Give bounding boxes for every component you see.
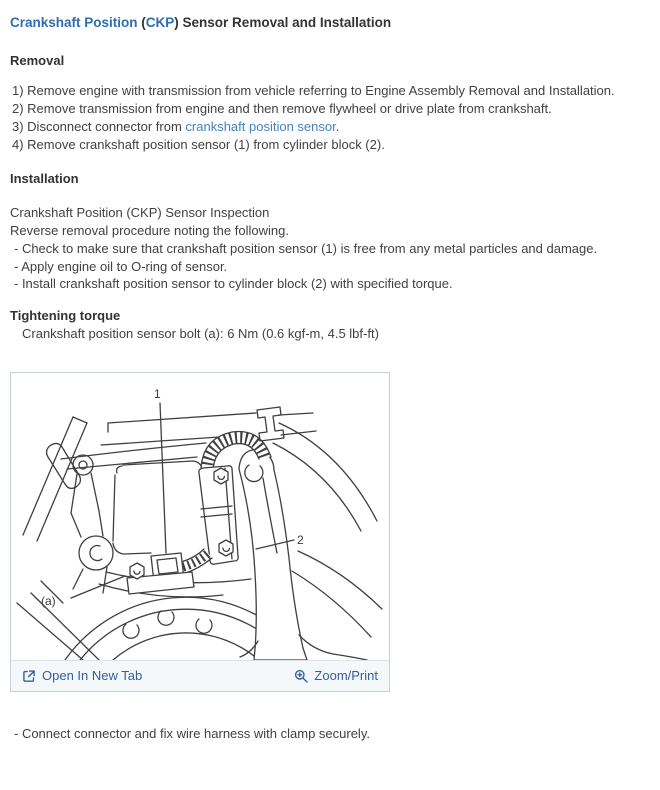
open-in-new-tab-link[interactable]	[22, 667, 142, 685]
installation-subtitle: Crankshaft Position (CKP) Sensor Inspection	[10, 205, 270, 220]
title-link-crankshaft-position[interactable]: Crankshaft Position	[10, 15, 138, 30]
sensor-body	[199, 465, 238, 563]
figure-image	[11, 373, 389, 660]
zoom-print-link[interactable]	[294, 667, 378, 685]
installation-bullets	[10, 240, 650, 293]
installation-bullet-1: - Check to make sure that crankshaft position sensor (1) is free from any metal particles and damage.	[14, 241, 598, 256]
open-in-new-tab-label: Open In New Tab	[42, 667, 143, 683]
figure-toolbar	[11, 660, 389, 691]
diagram-label-1: 1	[154, 386, 161, 401]
removal-steps	[10, 82, 650, 154]
page-title	[10, 14, 650, 32]
sensor-connector	[127, 549, 212, 594]
sensor-figure	[10, 372, 390, 692]
closing-bullet: - Connect connector and fix wire harness with clamp securely.	[14, 725, 370, 741]
installation-heading: Installation	[10, 171, 79, 186]
open-in-new-tab-icon	[22, 669, 36, 683]
crankshaft-position-sensor-link[interactable]: crankshaft position sensor	[185, 119, 336, 134]
removal-step-3	[12, 118, 650, 136]
removal-step-2: 2) Remove transmission from engine and then remove flywheel or drive plate from crankshaft.	[12, 101, 552, 116]
title-link-ckp[interactable]: CKP	[145, 15, 175, 30]
tightening-torque-heading: Tightening torque	[10, 307, 121, 323]
bracket-arm	[239, 449, 367, 659]
installation-intro: Reverse removal procedure noting the following.	[10, 223, 289, 238]
leader-line-1	[160, 403, 166, 553]
zoom-icon	[294, 669, 308, 683]
removal-step-1: 1) Remove engine with transmission from vehicle referring to Engine Assembly Removal and Installation.	[12, 83, 615, 98]
installation-bullet-3: - Install crankshaft position sensor to cylinder block (2) with specified torque.	[14, 276, 453, 291]
zoom-print-label: Zoom/Print	[314, 667, 378, 683]
removal-step-4: 4) Remove crankshaft position sensor (1) from cylinder block (2).	[12, 137, 385, 152]
ckp-sensor-diagram	[11, 373, 389, 660]
removal-step-3-text: 3) Disconnect connector from	[12, 119, 186, 134]
title-text-rest: ) Sensor Removal and Installation	[174, 15, 392, 30]
diagram-label-a: (a)	[41, 593, 56, 608]
torque-spec: Crankshaft position sensor bolt (a): 6 Nm (0.6 kgf-m, 4.5 lbf-ft)	[22, 325, 379, 341]
engine-outline	[17, 413, 382, 660]
title-text-open-paren: (	[137, 15, 146, 30]
installation-bullet-2: - Apply engine oil to O-ring of sensor.	[14, 258, 228, 274]
removal-step-3-period: .	[335, 119, 340, 134]
removal-heading: Removal	[10, 53, 65, 68]
diagram-label-2: 2	[297, 532, 304, 547]
